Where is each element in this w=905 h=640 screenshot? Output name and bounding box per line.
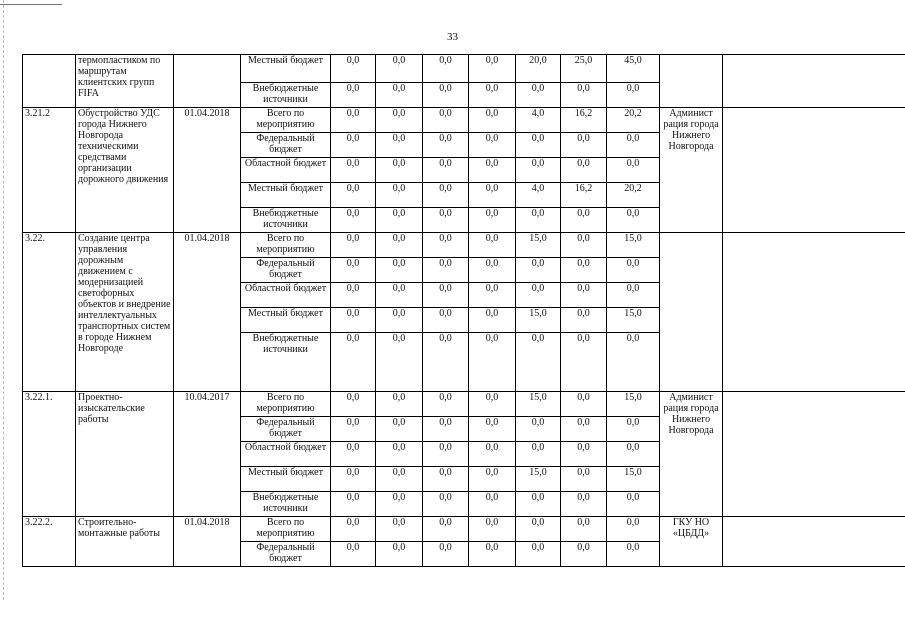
amount-cell: 0,0 xyxy=(516,517,561,542)
amount-cell: 0,0 xyxy=(423,208,469,233)
item-code-cell: 3.22. xyxy=(23,233,76,392)
amount-cell: 0,0 xyxy=(376,442,423,467)
result-cell xyxy=(723,517,905,567)
amount-cell: 4,0 xyxy=(516,108,561,133)
amount-cell: 0,0 xyxy=(561,83,607,108)
amount-cell: 0,0 xyxy=(423,542,469,567)
executor-cell: Админист рация города Нижнего Новгорода xyxy=(660,392,723,517)
item-date-cell: 01.04.2018 xyxy=(174,108,241,233)
amount-cell: 0,0 xyxy=(423,517,469,542)
amount-cell: 0,0 xyxy=(331,55,376,83)
funding-source-cell: Местный бюджет xyxy=(241,467,331,492)
amount-cell: 0,0 xyxy=(516,133,561,158)
executor-cell xyxy=(660,233,723,392)
amount-cell: 0,0 xyxy=(376,183,423,208)
amount-cell: 0,0 xyxy=(469,133,516,158)
budget-table xyxy=(22,54,905,567)
funding-source-cell: Всего по мероприятию xyxy=(241,392,331,417)
amount-cell: 0,0 xyxy=(423,233,469,258)
amount-cell: 0,0 xyxy=(423,55,469,83)
amount-cell: 0,0 xyxy=(376,333,423,392)
amount-cell: 0,0 xyxy=(469,208,516,233)
amount-cell: 0,0 xyxy=(376,417,423,442)
amount-cell: 0,0 xyxy=(331,158,376,183)
amount-cell: 0,0 xyxy=(561,333,607,392)
amount-cell: 0,0 xyxy=(423,158,469,183)
amount-cell: 0,0 xyxy=(469,158,516,183)
amount-cell: 0,0 xyxy=(423,333,469,392)
funding-source-cell: Федеральный бюджет xyxy=(241,133,331,158)
amount-cell: 0,0 xyxy=(331,133,376,158)
amount-cell: 0,0 xyxy=(561,442,607,467)
amount-cell: 0,0 xyxy=(607,417,660,442)
amount-cell: 0,0 xyxy=(423,308,469,333)
amount-cell: 0,0 xyxy=(561,208,607,233)
amount-cell: 0,0 xyxy=(376,283,423,308)
amount-cell: 0,0 xyxy=(469,417,516,442)
amount-cell: 0,0 xyxy=(516,542,561,567)
amount-cell: 0,0 xyxy=(469,108,516,133)
amount-cell: 0,0 xyxy=(331,208,376,233)
result-cell xyxy=(723,55,905,108)
amount-cell: 0,0 xyxy=(331,108,376,133)
amount-cell: 15,0 xyxy=(516,233,561,258)
item-date-cell: 10.04.2017 xyxy=(174,392,241,517)
amount-cell: 0,0 xyxy=(469,333,516,392)
amount-cell: 0,0 xyxy=(423,442,469,467)
amount-cell: 0,0 xyxy=(561,308,607,333)
funding-source-cell: Федеральный бюджет xyxy=(241,417,331,442)
amount-cell: 0,0 xyxy=(516,283,561,308)
amount-cell: 0,0 xyxy=(331,542,376,567)
amount-cell: 0,0 xyxy=(376,492,423,517)
amount-cell: 0,0 xyxy=(423,108,469,133)
amount-cell: 0,0 xyxy=(423,183,469,208)
item-name-cell: термопластиком по маршрутам клиентских групп FIFA xyxy=(76,55,174,108)
amount-cell: 0,0 xyxy=(331,442,376,467)
table-row xyxy=(23,233,905,258)
amount-cell: 0,0 xyxy=(469,258,516,283)
amount-cell: 0,0 xyxy=(469,55,516,83)
amount-cell: 0,0 xyxy=(469,517,516,542)
amount-cell: 0,0 xyxy=(331,417,376,442)
result-cell xyxy=(723,233,905,392)
amount-cell: 0,0 xyxy=(331,183,376,208)
amount-cell: 0,0 xyxy=(376,108,423,133)
amount-cell: 0,0 xyxy=(469,542,516,567)
amount-cell: 0,0 xyxy=(469,83,516,108)
item-name-cell: Строительно-монтажные работы xyxy=(76,517,174,567)
item-code-cell: 3.22.2. xyxy=(23,517,76,567)
amount-cell: 0,0 xyxy=(331,83,376,108)
funding-source-cell: Внебюджетные источники xyxy=(241,492,331,517)
amount-cell: 0,0 xyxy=(516,442,561,467)
amount-cell: 15,0 xyxy=(516,467,561,492)
funding-source-cell: Областной бюджет xyxy=(241,442,331,467)
amount-cell: 0,0 xyxy=(376,467,423,492)
amount-cell: 0,0 xyxy=(561,517,607,542)
executor-cell: Админист рация города Нижнего Новгорода xyxy=(660,108,723,233)
amount-cell: 0,0 xyxy=(469,233,516,258)
amount-cell: 0,0 xyxy=(516,208,561,233)
item-code-cell xyxy=(23,55,76,108)
amount-cell: 0,0 xyxy=(376,542,423,567)
table-row xyxy=(23,55,905,83)
amount-cell: 0,0 xyxy=(516,333,561,392)
amount-cell: 15,0 xyxy=(607,392,660,417)
amount-cell: 0,0 xyxy=(331,333,376,392)
amount-cell: 0,0 xyxy=(469,183,516,208)
funding-source-cell: Внебюджетные источники xyxy=(241,333,331,392)
amount-cell: 0,0 xyxy=(376,258,423,283)
amount-cell: 0,0 xyxy=(607,158,660,183)
executor-cell: ГКУ НО «ЦБДД» xyxy=(660,517,723,567)
table-row xyxy=(23,517,905,542)
funding-source-cell: Местный бюджет xyxy=(241,183,331,208)
amount-cell: 0,0 xyxy=(469,308,516,333)
item-name-cell: Проектно-изыскательские работы xyxy=(76,392,174,517)
amount-cell: 0,0 xyxy=(561,492,607,517)
amount-cell: 15,0 xyxy=(607,233,660,258)
amount-cell: 0,0 xyxy=(331,467,376,492)
result-cell xyxy=(723,392,905,517)
item-name-cell: Создание центра управления дорожным движением с модернизацией светофорных объектов и внедрение интеллектуальных транспортных систем в городе Нижнем Новгороде xyxy=(76,233,174,392)
funding-source-cell: Областной бюджет xyxy=(241,283,331,308)
amount-cell: 0,0 xyxy=(561,158,607,183)
binding-margin-line xyxy=(3,0,5,600)
amount-cell: 0,0 xyxy=(376,392,423,417)
amount-cell: 0,0 xyxy=(516,417,561,442)
amount-cell: 0,0 xyxy=(607,208,660,233)
amount-cell: 0,0 xyxy=(561,417,607,442)
amount-cell: 0,0 xyxy=(607,283,660,308)
amount-cell: 20,0 xyxy=(516,55,561,83)
amount-cell: 0,0 xyxy=(469,442,516,467)
funding-source-cell: Местный бюджет xyxy=(241,55,331,83)
funding-source-cell: Всего по мероприятию xyxy=(241,517,331,542)
amount-cell: 0,0 xyxy=(423,392,469,417)
amount-cell: 0,0 xyxy=(607,542,660,567)
amount-cell: 0,0 xyxy=(376,55,423,83)
amount-cell: 0,0 xyxy=(376,158,423,183)
amount-cell: 16,2 xyxy=(561,183,607,208)
amount-cell: 0,0 xyxy=(376,133,423,158)
amount-cell: 0,0 xyxy=(607,517,660,542)
amount-cell: 0,0 xyxy=(376,517,423,542)
amount-cell: 0,0 xyxy=(607,133,660,158)
table-body xyxy=(23,55,905,567)
amount-cell: 0,0 xyxy=(516,492,561,517)
funding-source-cell: Внебюджетные источники xyxy=(241,208,331,233)
amount-cell: 0,0 xyxy=(561,233,607,258)
amount-cell: 0,0 xyxy=(331,258,376,283)
amount-cell: 0,0 xyxy=(607,333,660,392)
item-code-cell: 3.22.1. xyxy=(23,392,76,517)
amount-cell: 0,0 xyxy=(561,258,607,283)
amount-cell: 0,0 xyxy=(516,158,561,183)
funding-source-cell: Федеральный бюджет xyxy=(241,542,331,567)
amount-cell: 15,0 xyxy=(516,308,561,333)
funding-source-cell: Внебюджетные источники xyxy=(241,83,331,108)
amount-cell: 0,0 xyxy=(423,258,469,283)
amount-cell: 25,0 xyxy=(561,55,607,83)
amount-cell: 0,0 xyxy=(423,417,469,442)
amount-cell: 0,0 xyxy=(561,283,607,308)
amount-cell: 0,0 xyxy=(607,442,660,467)
item-date-cell xyxy=(174,55,241,108)
amount-cell: 0,0 xyxy=(607,492,660,517)
amount-cell: 0,0 xyxy=(376,208,423,233)
amount-cell: 20,2 xyxy=(607,183,660,208)
amount-cell: 15,0 xyxy=(607,467,660,492)
amount-cell: 0,0 xyxy=(331,392,376,417)
amount-cell: 0,0 xyxy=(331,233,376,258)
item-date-cell: 01.04.2018 xyxy=(174,233,241,392)
funding-source-cell: Всего по мероприятию xyxy=(241,233,331,258)
funding-source-cell: Федеральный бюджет xyxy=(241,258,331,283)
amount-cell: 0,0 xyxy=(423,83,469,108)
amount-cell: 0,0 xyxy=(561,133,607,158)
funding-source-cell: Областной бюджет xyxy=(241,158,331,183)
scan-artifact-line xyxy=(0,4,62,5)
amount-cell: 0,0 xyxy=(423,133,469,158)
funding-source-cell: Всего по мероприятию xyxy=(241,108,331,133)
amount-cell: 15,0 xyxy=(607,308,660,333)
amount-cell: 0,0 xyxy=(376,308,423,333)
amount-cell: 0,0 xyxy=(607,83,660,108)
amount-cell: 0,0 xyxy=(561,392,607,417)
amount-cell: 0,0 xyxy=(331,517,376,542)
amount-cell: 0,0 xyxy=(423,283,469,308)
table-row xyxy=(23,392,905,417)
funding-source-cell: Местный бюджет xyxy=(241,308,331,333)
amount-cell: 20,2 xyxy=(607,108,660,133)
table-row xyxy=(23,108,905,133)
amount-cell: 16,2 xyxy=(561,108,607,133)
result-cell xyxy=(723,108,905,233)
page-number: 33 xyxy=(447,31,458,43)
amount-cell: 0,0 xyxy=(423,492,469,517)
amount-cell: 15,0 xyxy=(516,392,561,417)
amount-cell: 0,0 xyxy=(469,492,516,517)
item-date-cell: 01.04.2018 xyxy=(174,517,241,567)
amount-cell: 0,0 xyxy=(331,283,376,308)
amount-cell: 0,0 xyxy=(607,258,660,283)
amount-cell: 0,0 xyxy=(469,467,516,492)
amount-cell: 0,0 xyxy=(376,83,423,108)
amount-cell: 4,0 xyxy=(516,183,561,208)
amount-cell: 0,0 xyxy=(423,467,469,492)
amount-cell: 0,0 xyxy=(331,308,376,333)
amount-cell: 0,0 xyxy=(469,392,516,417)
amount-cell: 0,0 xyxy=(516,258,561,283)
amount-cell: 0,0 xyxy=(331,492,376,517)
amount-cell: 0,0 xyxy=(376,233,423,258)
amount-cell: 0,0 xyxy=(516,83,561,108)
item-code-cell: 3.21.2 xyxy=(23,108,76,233)
amount-cell: 0,0 xyxy=(469,283,516,308)
amount-cell: 45,0 xyxy=(607,55,660,83)
item-name-cell: Обустройство УДС города Нижнего Новгорода техническими средствами организации дорожного движения xyxy=(76,108,174,233)
executor-cell xyxy=(660,55,723,108)
amount-cell: 0,0 xyxy=(561,542,607,567)
amount-cell: 0,0 xyxy=(561,467,607,492)
